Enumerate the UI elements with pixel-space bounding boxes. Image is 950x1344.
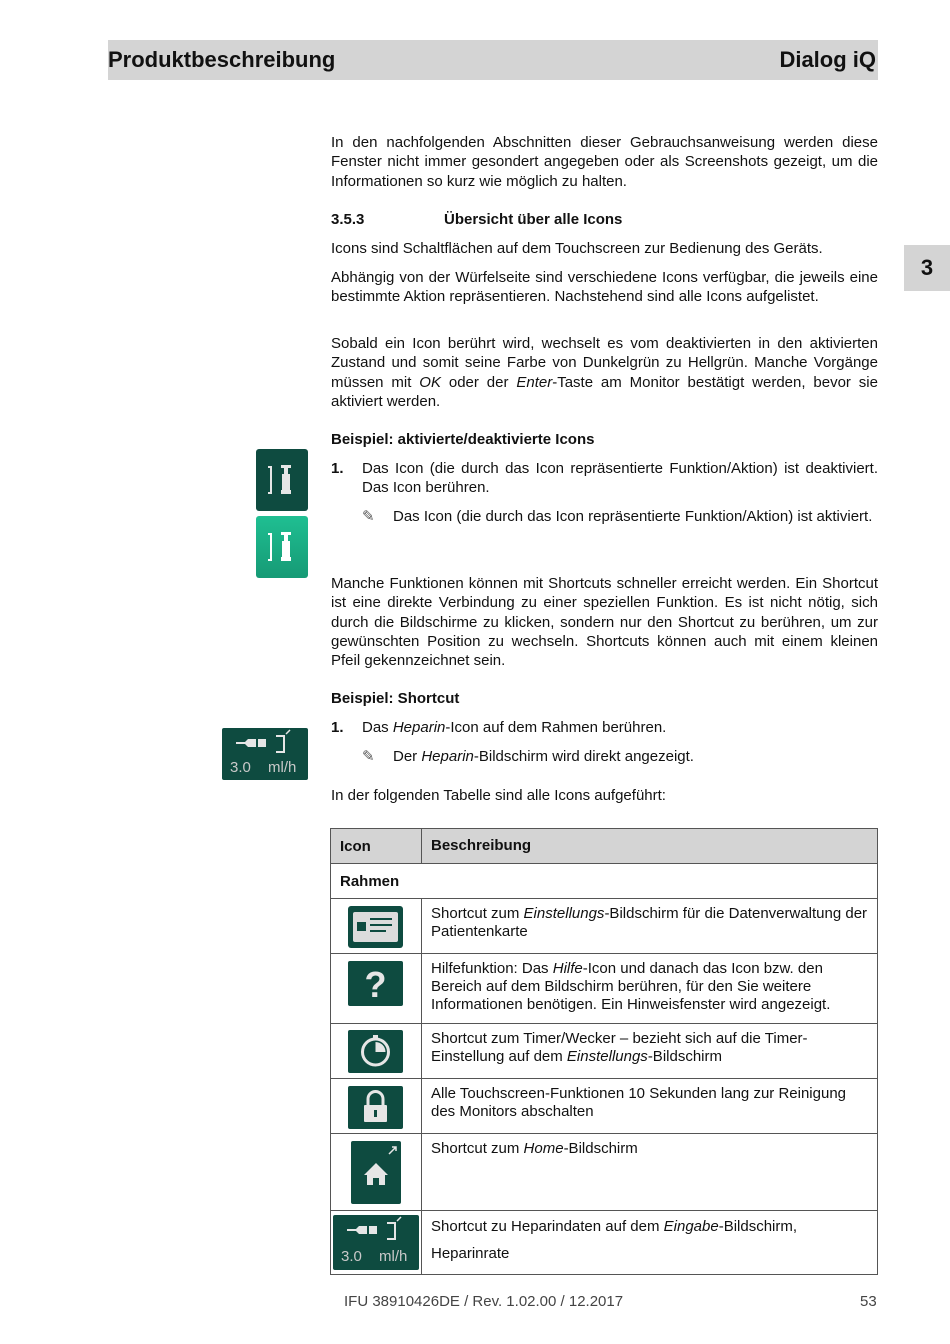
example1-step: 1. Das Icon (die durch das Icon repräsentierte Funktion/Aktion) ist deaktiviert. Das Icon berühren. [331, 460, 878, 497]
example-heading-activation: Beispiel: aktivierte/deaktivierte Icons [331, 431, 595, 448]
section-number: 3.5.3 [331, 211, 365, 228]
section-heading [331, 210, 878, 230]
table-row: Shortcut zum Home-Bildschirm [331, 1134, 877, 1211]
page-number: 53 [860, 1293, 877, 1310]
lock-icon [348, 1086, 403, 1129]
page-header [108, 40, 878, 80]
timer-icon [348, 1030, 403, 1073]
table-header-row [331, 829, 877, 864]
table-group-label: Rahmen [340, 873, 400, 890]
paragraph-table-intro: In der folgenden Tabelle sind alle Icons aufgeführt: [331, 787, 666, 804]
deactivated-syringe-icon [256, 449, 308, 511]
svg-text:?: ? [364, 964, 387, 1005]
paragraph-icons-availability: Abhängig von der Würfelseite sind verschiedene Icons verfügbar, die jeweils eine bestimmte Aktion repräsentieren. Nachstehend sind alle Icons aufgelistet. [331, 269, 878, 306]
heparin-shortcut-icon: 3.0 ml/h [222, 728, 308, 780]
paragraph-icons-definition: Icons sind Schaltflächen auf dem Touchscreen zur Bedienung des Geräts. [331, 240, 823, 257]
header-product-name: Dialog iQ [779, 47, 876, 73]
example2-result: ✎ Der Heparin-Bildschirm wird direkt angezeigt. [362, 748, 694, 765]
column-header-description: Beschreibung [431, 837, 532, 854]
table-row: 3.0 ml/h Shortcut zu Heparindaten auf dem Eingabe-Bildschirm, Heparinrate [331, 1211, 877, 1274]
result-arrow-icon: ✎ [362, 508, 375, 525]
intro-paragraph: In den nachfolgenden Abschnitten dieser Gebrauchsanweisung werden diese Fenster nicht immer gesondert angegeben oder als Screenshots gezeigt, um die Informationen so kurz wie möglich zu halten. [331, 134, 878, 190]
table-row: Alle Touchscreen-Funktionen 10 Sekunden lang zur Reinigung des Monitors abschalten [331, 1079, 877, 1134]
table-row: Shortcut zum Einstellungs-Bildschirm für die Datenverwaltung der Patientenkarte [331, 899, 877, 954]
chapter-tab: 3 [904, 245, 950, 291]
patient-card-icon [348, 906, 403, 948]
paragraph-icon-activation: Sobald ein Icon berührt wird, wechselt es vom deaktivierten in den aktivierten Zustand und somit seine Farbe von Dunkelgrün zu Hellgrün. Manche Vorgänge müssen mit OK oder der Enter-Taste am Monitor bestätigt werden, bevor sie aktiviert werden. [331, 335, 878, 410]
example2-step: 1. Das Heparin-Icon auf dem Rahmen berühren. [331, 719, 667, 736]
example1-result: ✎ Das Icon (die durch das Icon repräsentierte Funktion/Aktion) ist aktiviert. [362, 508, 873, 525]
paragraph-shortcuts: Manche Funktionen können mit Shortcuts schneller erreicht werden. Ein Shortcut ist eine direkte Verbindung zu einer speziellen Funktion. Es ist nicht nötig, sich durch die Bildschirme zu klicken, sondern nur den Shortcut zu berühren, um zur gewünschten Position zu wechseln. Shortcuts können auch mit einem kleinen Pfeil gekennzeichnet sein. [331, 575, 878, 670]
column-header-icon: Icon [340, 838, 371, 855]
footer-document-id: IFU 38910426DE / Rev. 1.02.00 / 12.2017 [344, 1293, 624, 1310]
result-arrow-icon: ✎ [362, 748, 375, 765]
section-title: Übersicht über alle Icons [444, 211, 623, 228]
header-section-title: Produktbeschreibung [108, 47, 336, 73]
icons-table [330, 828, 878, 1275]
help-icon [348, 961, 403, 1006]
home-icon [351, 1141, 401, 1204]
table-group-row [331, 864, 877, 899]
activated-syringe-icon [256, 516, 308, 578]
table-row: ? Hilfefunktion: Das Hilfe-Icon und danach das Icon bzw. den Bereich auf dem Bildschirm berühren, für den Sie weitere Informationen benötigen. Ein Hinweisfenster wird angezeigt. [331, 954, 877, 1024]
example-heading-shortcut: Beispiel: Shortcut [331, 690, 460, 707]
heparin-icon: 3.0 ml/h [333, 1215, 419, 1270]
table-row: Shortcut zum Timer/Wecker – bezieht sich auf die Timer-Einstellung auf dem Einstellungs-Bildschirm [331, 1024, 877, 1079]
